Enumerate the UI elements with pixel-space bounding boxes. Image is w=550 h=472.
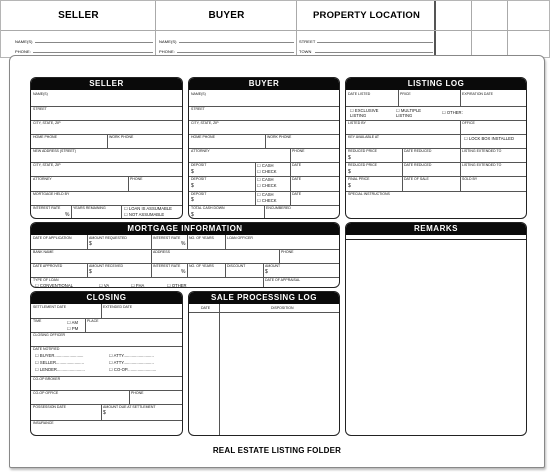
mortgage-interest-pct: % (181, 241, 186, 247)
listing-extended1-label: LISTING EXTENDED TO (462, 149, 502, 153)
tab-buyer-title: BUYER (156, 1, 297, 31)
seller-new-address-label: NEW ADDRESS (STREET) (33, 149, 76, 153)
listing-other-checkbox[interactable]: ☐ OTHER: (442, 110, 463, 115)
closing-amount-due-label: AMOUNT DUE AT SETTLEMENT (103, 405, 156, 409)
mortgage-address-label: ADDRESS (153, 250, 170, 254)
listing-lockbox-checkbox[interactable]: ☐ LOCK BOX INSTALLED (464, 136, 514, 141)
folder-sheet (9, 55, 545, 468)
buyer-deposit2-date: DATE (292, 177, 302, 181)
seller-names-label: NAME(S) (33, 92, 48, 96)
listing-log-panel (345, 77, 527, 219)
buyer-city-label: CITY, STATE, ZIP (191, 121, 219, 125)
buyer-deposit1-check[interactable]: ☐ CHECK (257, 169, 277, 174)
seller-mortgage-label: MORTGAGE HELD BY (33, 192, 70, 196)
listing-reduced2-label: REDUCED PRICE (348, 163, 377, 167)
mortgage-years2-label: NO. OF YEARS (189, 264, 214, 268)
closing-notified-label: DATE NOTIFIED (33, 347, 60, 351)
sale-log-panel (188, 291, 340, 436)
mortgage-amount-dollar: $ (265, 269, 268, 275)
seller-assumable-checkbox[interactable]: ☐ LOAN IS ASSUMABLE (124, 206, 172, 211)
seller-phone-label: PHONE (130, 177, 143, 181)
buyer-deposit2-label: DEPOSIT (191, 177, 207, 181)
closing-lender-checkbox[interactable]: ☐ LENDER........................ (35, 367, 85, 372)
seller-home-phone-label: HOME PHONE (33, 135, 57, 139)
tab-buyer-phone-field[interactable] (177, 52, 294, 53)
seller-city2-label: CITY, STATE, ZIP (33, 163, 61, 167)
listing-price-label: PRICE (400, 92, 411, 96)
seller-interest-label: INTEREST RATE (33, 206, 61, 210)
closing-header: CLOSING (31, 292, 182, 304)
listing-reduced1-label: REDUCED PRICE (348, 149, 377, 153)
closing-coop-office-label: CO-OP OFFICE (33, 391, 59, 395)
buyer-deposit1-label: DEPOSIT (191, 163, 207, 167)
buyer-total-dollar: $ (191, 212, 194, 218)
remarks-header: REMARKS (346, 223, 526, 235)
tab-seller-title: SELLER (1, 1, 156, 31)
buyer-attorney-label: ATTORNEY (191, 149, 210, 153)
mortgage-phone-label: PHONE (281, 250, 294, 254)
closing-time-label: TIME (33, 319, 42, 323)
seller-years-label: YEARS REMAINING (73, 206, 106, 210)
listing-key-label: KEY AVAILABLE AT (348, 135, 380, 139)
folder-footer-title: REAL ESTATE LISTING FOLDER (212, 446, 342, 455)
tab-street-field[interactable] (317, 42, 433, 43)
closing-settlement-label: SETTLEMENT DATE (33, 305, 67, 309)
mortgage-interest2-pct: % (181, 269, 186, 275)
listing-reduced2-dollar: $ (348, 169, 351, 175)
closing-seller-checkbox[interactable]: ☐ SELLER........................ (35, 360, 84, 365)
tab-seller-phone-label: PHONE: (15, 49, 31, 54)
mortgage-amount-label: AMOUNT (265, 264, 281, 268)
closing-extended-label: EXTENDED DATE (103, 305, 133, 309)
seller-panel (30, 77, 183, 219)
seller-attorney-label: ATTORNEY (33, 177, 52, 181)
tab-seller-names-label: NAME(S) (15, 39, 33, 44)
tab-property-title: PROPERTY LOCATION (297, 1, 436, 31)
listing-multiple-checkbox[interactable]: ☐ MULTIPLE LISTING (396, 108, 422, 118)
mortgage-app-date-label: DATE OF APPLICATION (33, 236, 72, 240)
closing-atty1-checkbox[interactable]: ☐ ATTY.......................... (109, 353, 154, 358)
closing-pm-checkbox[interactable]: ☐ PM (67, 326, 79, 331)
mortgage-appraisal-label: DATE OF APPRAISAL (265, 278, 301, 282)
mortgage-interest-label: INTEREST RATE (153, 236, 181, 240)
seller-city-label: CITY, STATE, ZIP (33, 121, 61, 125)
tab-seller-phone-field[interactable] (33, 52, 153, 53)
listing-date-label: DATE LISTED (348, 92, 371, 96)
listing-date-sale-label: DATE OF SALE (404, 177, 429, 181)
closing-amount-due-dollar: $ (103, 410, 106, 416)
buyer-total-label: TOTAL CASH DOWN (191, 206, 225, 210)
mortgage-conventional-checkbox[interactable]: ☐ CONVENTIONAL (35, 283, 73, 288)
seller-pct: % (65, 212, 70, 218)
closing-am-checkbox[interactable]: ☐ AM (67, 320, 78, 325)
closing-coop-checkbox[interactable]: ☐ CO-OP......................... (109, 367, 157, 372)
folder-tab (0, 0, 550, 58)
mortgage-header: MORTGAGE INFORMATION (31, 223, 339, 235)
buyer-names-label: NAME(S) (191, 92, 206, 96)
mortgage-amount-rec-dollar: $ (89, 269, 92, 275)
mortgage-other-checkbox[interactable]: ☐ OTHER (167, 283, 187, 288)
listing-date-reduced2-label: DATE REDUCED (404, 163, 432, 167)
listing-sold-by-label: SOLD BY (462, 177, 478, 181)
buyer-work-phone-label: WORK PHONE (267, 135, 292, 139)
listing-extended2-label: LISTING EXTENDED TO (462, 163, 502, 167)
buyer-street-label: STREET (191, 107, 205, 111)
tab-town-label: TOWN (299, 49, 312, 54)
mortgage-discount-label: DISCOUNT (227, 264, 246, 268)
seller-street-label: STREET (33, 107, 47, 111)
seller-work-phone-label: WORK PHONE (109, 135, 134, 139)
tab-town-field[interactable] (315, 52, 433, 53)
mortgage-va-checkbox[interactable]: ☐ VA (99, 283, 110, 288)
closing-buyer-checkbox[interactable]: ☐ BUYER......................... (35, 353, 84, 358)
mortgage-date-approved-label: DATE APPROVED (33, 264, 63, 268)
buyer-panel (188, 77, 340, 219)
buyer-deposit3-check[interactable]: ☐ CHECK (257, 198, 277, 203)
tab-buyer-phone-label: PHONE: (159, 49, 175, 54)
listing-date-reduced1-label: DATE REDUCED (404, 149, 432, 153)
listing-reduced1-dollar: $ (348, 155, 351, 161)
buyer-deposit3-date: DATE (292, 192, 302, 196)
tab-street-label: STREET (299, 39, 316, 44)
mortgage-interest2-label: INTEREST RATE (153, 264, 181, 268)
buyer-deposit1-dollar: $ (191, 169, 194, 175)
buyer-header: BUYER (189, 78, 339, 90)
seller-header: SELLER (31, 78, 182, 90)
listing-exclusive-checkbox[interactable]: ☐ EXCLUSIVE LISTING (350, 108, 379, 118)
mortgage-amount-rec-label: AMOUNT RECEIVED (89, 264, 123, 268)
tab-buyer-names-label: NAME(S) (159, 39, 177, 44)
closing-atty2-checkbox[interactable]: ☐ ATTY.......................... (109, 360, 154, 365)
mortgage-loan-officer-label: LOAN OFFICER (227, 236, 253, 240)
tab-buyer-names-field[interactable] (179, 42, 294, 43)
buyer-deposit3-label: DEPOSIT (191, 192, 207, 196)
buyer-deposit2-check[interactable]: ☐ CHECK (257, 183, 277, 188)
buyer-deposit3-dollar: $ (191, 197, 194, 203)
remarks-panel (345, 222, 527, 436)
buyer-home-phone-label: HOME PHONE (191, 135, 215, 139)
closing-possession-label: POSSESSION DATE (33, 405, 66, 409)
closing-officer-label: CLOSING OFFICER (33, 333, 66, 337)
closing-phone-label: PHONE (131, 391, 144, 395)
listing-listed-by-label: LISTED BY (348, 121, 366, 125)
closing-panel (30, 291, 183, 436)
closing-broker-label: CO-OP BROKER (33, 377, 61, 381)
mortgage-amount-req-dollar: $ (89, 241, 92, 247)
mortgage-panel (30, 222, 340, 288)
mortgage-amount-req-label: AMOUNT REQUESTED (89, 236, 127, 240)
sale-log-date-label: DATE (201, 306, 211, 310)
mortgage-years-label: NO. OF YEARS (189, 236, 214, 240)
buyer-deposit3-cash[interactable]: ☐ CASH (257, 192, 274, 197)
sale-log-header: SALE PROCESSING LOG (189, 292, 339, 304)
buyer-encumbered-label: ENCUMBERED (266, 206, 291, 210)
mortgage-fha-checkbox[interactable]: ☐ FHA (131, 283, 145, 288)
buyer-deposit1-date: DATE (292, 163, 302, 167)
listing-office-label: OFFICE (462, 121, 475, 125)
closing-place-label: PLACE (87, 319, 99, 323)
mortgage-type-label: TYPE OF LOAN (33, 278, 59, 282)
buyer-phone-label: PHONE (292, 149, 305, 153)
closing-insurance-label: INSURANCE (33, 421, 54, 425)
seller-not-assumable-checkbox[interactable]: ☐ NOT ASSUMABLE (124, 212, 165, 217)
buyer-deposit1-cash[interactable]: ☐ CASH (257, 163, 274, 168)
listing-log-header: LISTING LOG (346, 78, 526, 90)
listing-special-label: SPECIAL INSTRUCTIONS (348, 192, 390, 196)
listing-expiration-label: EXPIRATION DATE (462, 92, 493, 96)
mortgage-bank-label: BANK NAME (33, 250, 54, 254)
listing-final-dollar: $ (348, 183, 351, 189)
buyer-deposit2-cash[interactable]: ☐ CASH (257, 177, 274, 182)
listing-final-label: FINAL PRICE (348, 177, 370, 181)
tab-seller-names-field[interactable] (35, 42, 153, 43)
sale-log-disposition-label: DISPOSITION (271, 306, 294, 310)
buyer-deposit2-dollar: $ (191, 183, 194, 189)
